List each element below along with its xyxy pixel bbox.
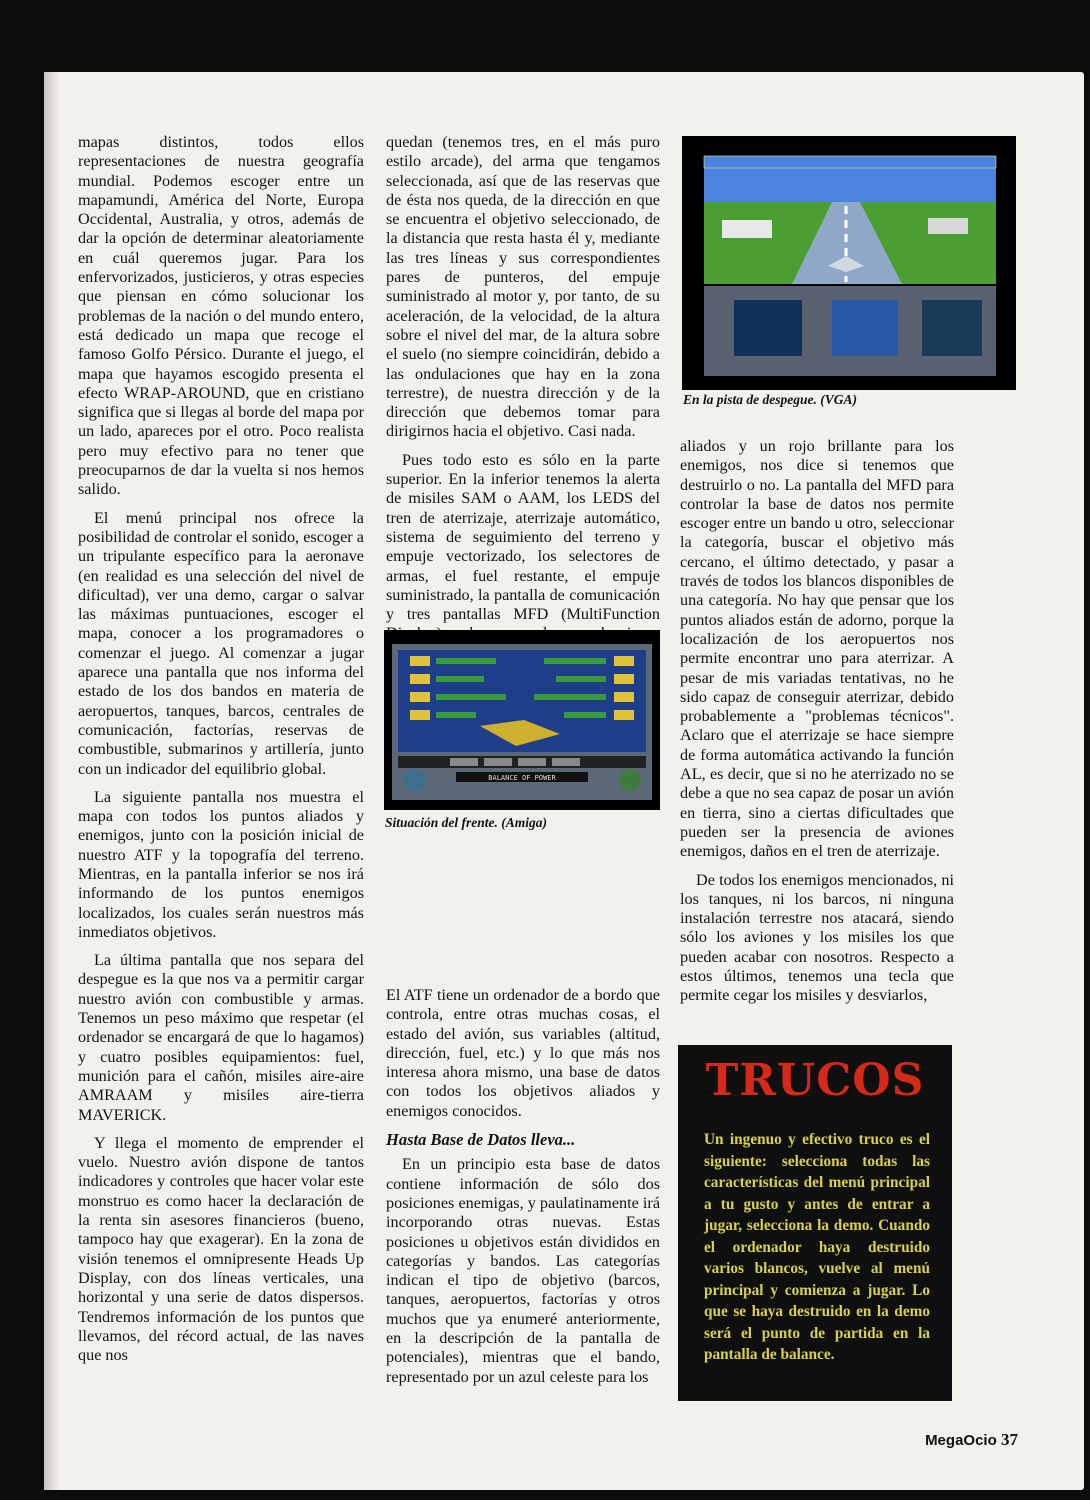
paragraph: La última pantalla que nos separa del despegue es la que nos va a permitir cargar nuestro avión con combustible y armas. Tenemos un peso máximo que respetar (el ordenador se encargará de que lo hagamos) y cuatro posibles equipamientos: fuel, munición para el cañón, misiles aire-aire AMRAAM y misiles aire-tierra MAVERICK. <box>78 951 364 1124</box>
article-column-3 <box>680 437 954 1015</box>
vga-caption: En la pista de despegue. (VGA) <box>683 392 857 407</box>
balance-of-power-screen <box>384 630 660 810</box>
magazine-brand: MegaOcio <box>925 1432 997 1449</box>
paragraph: La siguiente pantalla nos muestra el mapa con todos los puntos aliados y enemigos, junto con la posición inicial de nuestro ATF y la topografía del terreno. Mientras, en la pantalla inferior se nos irá informando de los puntos enemigos localizados, los cuales serán nuestros más inmediatos objetivos. <box>78 787 364 941</box>
tips-box <box>678 1045 952 1401</box>
article-column-2-bottom <box>386 866 660 1396</box>
paragraph: El ATF tiene un ordenador de a bordo que controla, entre otras muchas cosas, el estado del avión, sus variables (altitud, dirección, fuel, etc.) y lo que más nos interesa ahora mismo, una base de datos con todos los objetivos aliados y enemigos conocidos. <box>386 986 660 1120</box>
vga-screenshot <box>682 136 1016 390</box>
runway-cockpit-screen <box>682 136 1016 390</box>
paragraph: aliados y un rojo brillante para los enemigos, nos dice si tenemos que destruirlo o no. La pantalla del MFD para controlar la base de datos nos permite escoger entre un bando u otro, seleccionar la categoría, buscar el objetivo más cercano, el último detectado, y pasar a través de todos los blancos disponibles de una categoría. No hay que pensar que los puntos aliados están de adorno, porque la localización de los aeropuertos nos permite encontrar uno para aterrizar. A pesar de mis variadas tentativas, no he sido capaz de conseguir aterrizar, debido probablemente a "problemas técnicos". Aclaro que el aterrizaje se hace siempre de forma automática activando la función AL, es decir, que si no he aterrizado no se debe a que no sea capaz de posar un avión en tierra, sino a ciertas dificultades que pueden ser la presencia de aviones enemigos, daños en el tren de aterrizaje. <box>680 437 954 861</box>
amiga-caption: Situación del frente. (Amiga) <box>385 815 547 830</box>
paragraph: mapas distintos, todos ellos representaciones de nuestra geografía mundial. Podemos escoger entre un mapamundi, América del Norte, Europa Occidental, Australia, y otros, además de dar la opción de determinar aleatoriamente en cuál queremos jugar. Para los enfervorizados, justicieros, y otras especies que piensan en cómo solucionar los problemas de la nación o del mundo entero, está dedicado un mapa que recoge el famoso Golfo Pérsico. Durante el juego, el mapa que hayamos escogido presenta el efecto WRAP-AROUND, que en cristiano significa que si llegas al borde del mapa por un lado, apareces por el otro. Poco realista pero muy efectivo para no tener que preocuparnos de dar la vuelta si nos hemos salido. <box>78 133 364 499</box>
page-footer <box>925 1430 1018 1450</box>
paragraph: quedan (tenemos tres, en el más puro estilo arcade), del arma que tengamos seleccionada, así que de las reservas que de ésta nos queda, de la dirección en que se encuentra el objetivo seleccionado, de la distancia que resta hasta él y, mediante las tres líneas y sus correspondientes pares de punteros, del empuje suministrado al motor y, por tanto, de su aceleración, de la velocidad, de la altura sobre el nivel del mar, de la altura sobre el suelo (no siempre coincidirán, debido a las ondulaciones que hay en la zona terrestre), de nuestra dirección y de la dirección que debemos tomar para dirigirnos hacia el objetivo. Casi nada. <box>386 133 660 441</box>
amiga-screenshot <box>384 630 660 810</box>
tips-title: TRUCOS <box>705 1055 925 1106</box>
page-number: 37 <box>1001 1430 1018 1449</box>
tips-body: Un ingenuo y efectivo truco es el siguiente: selecciona todas las características del menú principal a tu gusto y antes de entrar a jugar, selecciona la demo. Cuando el ordenador haya destruido varios blancos, vuelve al menú principal y comienza a jugar. Lo que se haya destruido en la demo será el punto de partida en la pantalla de balance. <box>704 1131 930 1363</box>
paragraph: Y llega el momento de emprender el vuelo. Nuestro avión dispone de tantos indicadores y controles que hacer volar este monstruo es como hacer la declaración de la renta sin asesores financieros (bueno, tampoco hay que exagerar). En la zona de visión tenemos el omnipresente Heads Up Display, con dos líneas verticales, una horizontal y una serie de datos dispersos. Tendremos información de los puntos que llevamos, del récord actual, de las naves que nos <box>78 1133 364 1365</box>
paragraph: El menú principal nos ofrece la posibilidad de controlar el sonido, escoger a un tripulante específico para la aeronave (en realidad es una selección del nivel de dificultad), ver una demo, cargar o salvar las máximas puntuaciones, escoger el mapa, conocer a los programadores o comenzar el juego. Al comenzar a jugar aparece una pantalla que nos informa del estado de los dos bandos en materia de aeropuertos, tanques, barcos, centrales de comunicación, factorías, reservas de combustible, submarinos y artillería, junto con un indicador del equilibrio global. <box>78 508 364 778</box>
article-column-1 <box>78 133 364 1374</box>
paragraph: De todos los enemigos mencionados, ni los tanques, ni los barcos, ni ninguna instalación terrestre nos atacará, siendo sólo los aviones y los misiles los que pueden acabar con nosotros. Respecto a estos últimos, tenemos una tecla que permite cegar los misiles y desviarlos, <box>680 870 954 1005</box>
paragraph: Pues todo esto es sólo en la parte superior. En la inferior tenemos la alerta de misiles SAM o AAM, los LEDS del tren de aterrizaje, aterrizaje automático, sistema de seguimiento del terreno y empuje vectorizado, los selectores de armas, el fuel restante, el empuje suministrado, la pantalla de comunicación y tres pantallas MFD (MultiFunction <box>386 450 660 624</box>
section-subhead: Hasta Base de Datos lleva... <box>386 1130 576 1150</box>
balance-label: BALANCE OF POWER <box>488 774 556 782</box>
article-column-2-top <box>386 133 660 624</box>
paragraph: En un principio esta base de datos contiene información de sólo dos posiciones enemigas, y paulatinamente irá incorporando otras nuevas. Estas posiciones u objetivos están divididos en categorías y bandos. Las categorías indican el tipo de objetivo (barcos, tanques, aeropuertos, factorías y otros muchos que ya enumeré anteriormente, en la descripción de la pantalla de potenciales), mientras que el bando, representado por un azul celeste para los <box>386 1155 660 1386</box>
